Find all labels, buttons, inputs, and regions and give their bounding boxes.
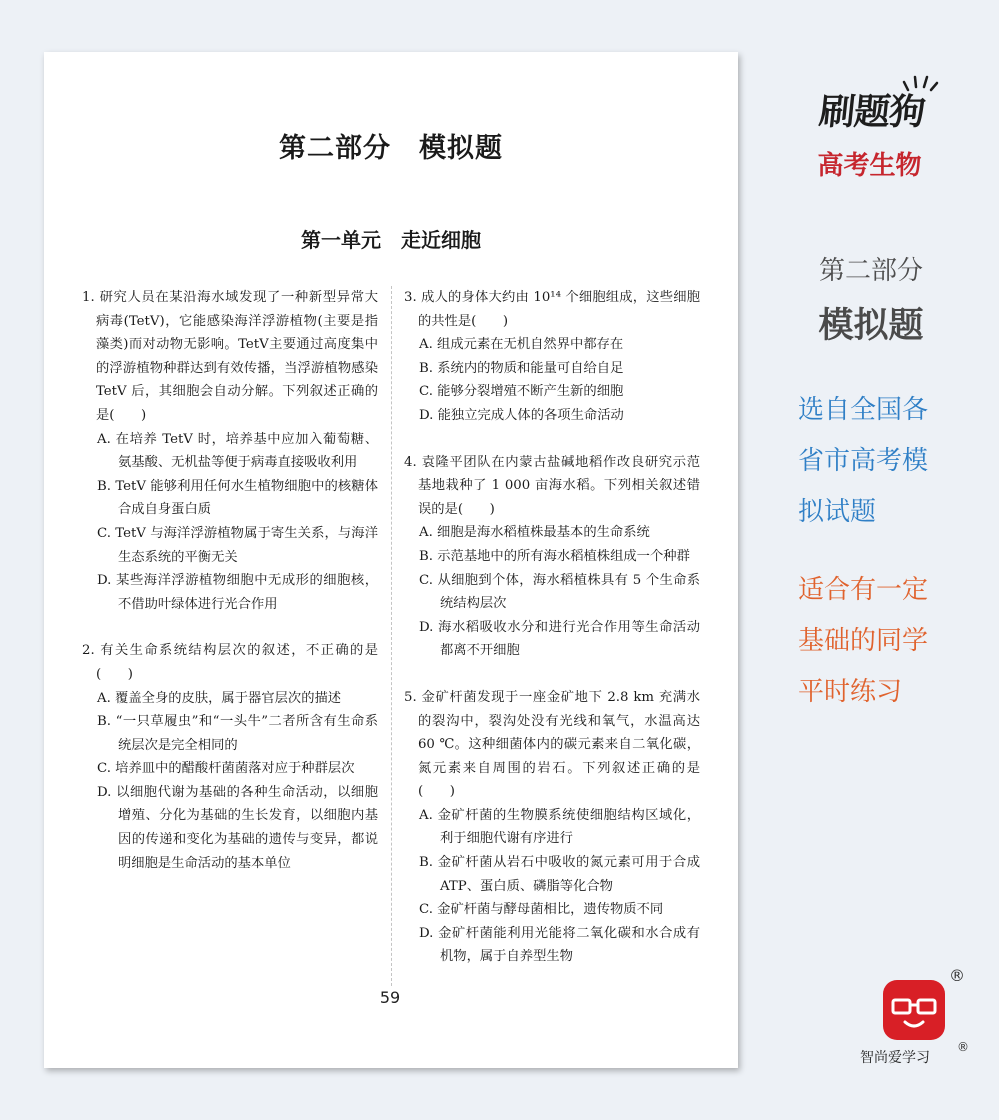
option-a: A. 组成元素在无机自然界中都存在 bbox=[419, 337, 624, 353]
subject-label: 高考生物 bbox=[817, 151, 922, 181]
question-stem: 2. 有关生命系统结构层次的叙述，不正确的是( ) bbox=[82, 643, 378, 682]
question-1 bbox=[82, 286, 378, 616]
tagline-line: 基础的同学 bbox=[798, 626, 929, 656]
page-number: 59 bbox=[379, 988, 401, 1007]
right-column bbox=[404, 286, 700, 992]
exam-page bbox=[44, 52, 738, 1068]
option-d: D. 海水稻吸收水分和进行光合作用等生命活动都离不开细胞 bbox=[419, 619, 700, 659]
option-b: B. 金矿杆菌从岩石中吸收的氮元素可用于合成 ATP、蛋白质、磷脂等化合物 bbox=[419, 855, 700, 894]
column-divider bbox=[391, 286, 392, 986]
question-stem: 3. 成人的身体大约由 10¹⁴ 个细胞组成，这些细胞的共性是( ) bbox=[404, 290, 700, 329]
option-b: B. “一只草履虫”和“一头牛”二者所含有生命系统层次是完全相同的 bbox=[97, 714, 378, 753]
tagline-line: 拟试题 bbox=[798, 497, 877, 527]
option-d: D. 金矿杆菌能利用光能将二氧化碳和水合成有机物，属于自养型生物 bbox=[419, 925, 700, 965]
part-type-label: 模拟题 bbox=[818, 306, 924, 346]
registered-mark: ® bbox=[949, 966, 965, 985]
question-4 bbox=[404, 451, 700, 663]
registered-mark: ® bbox=[957, 1040, 969, 1054]
part-title: 第二部分 模拟题 bbox=[279, 133, 503, 164]
unit-title: 第一单元 走近细胞 bbox=[301, 228, 481, 252]
tagline-line: 选自全国各 bbox=[798, 395, 929, 425]
question-2 bbox=[82, 639, 378, 875]
question-stem: 1. 研究人员在某沿海水域发现了一种新型异常大病毒(TetV)，它能感染海洋浮游植物(主要是指藻类)而对动物无影响。TetV主要通过高度集中的浮游植物种群达到有效传播，当浮游植物感染 TetV 后，其细胞会自动分解。下列叙述正确的是( ) bbox=[82, 290, 378, 423]
option-b: B. TetV 能够利用任何水生植物细胞中的核糖体合成自身蛋白质 bbox=[97, 478, 378, 518]
smiling-face-glasses-icon bbox=[883, 980, 945, 1040]
option-c: C. 金矿杆菌与酵母菌相比，遗传物质不同 bbox=[419, 902, 664, 918]
question-3 bbox=[404, 286, 700, 428]
option-c: C. TetV 与海洋浮游植物属于寄生关系，与海洋生态系统的平衡无关 bbox=[97, 525, 378, 565]
left-column bbox=[82, 286, 378, 898]
logo-text: 刷题狗 bbox=[817, 92, 927, 133]
brand-logo bbox=[792, 72, 952, 132]
audience-tagline bbox=[798, 565, 988, 718]
option-b: B. 系统内的物质和能量可自给自足 bbox=[419, 360, 624, 376]
question-5 bbox=[404, 686, 700, 969]
option-a: A. 细胞是海水稻植株最基本的生命系统 bbox=[419, 525, 650, 541]
option-a: A. 在培养 TetV 时，培养基中应加入葡萄糖、氨基酸、无机盐等便于病毒直接吸收利用 bbox=[97, 431, 378, 471]
option-b: B. 示范基地中的所有海水稻植株组成一个种群 bbox=[419, 548, 690, 564]
tagline-line: 适合有一定 bbox=[798, 575, 929, 605]
option-a: A. 覆盖全身的皮肤，属于器官层次的描述 bbox=[97, 690, 342, 706]
option-a: A. 金矿杆菌的生物膜系统使细胞结构区域化，利于细胞代谢有序进行 bbox=[419, 807, 700, 847]
option-d: D. 能独立完成人体的各项生命活动 bbox=[419, 407, 624, 423]
option-d: D. 以细胞代谢为基础的各种生命活动，以细胞增殖、分化为基础的生长发育，以细胞内基因的传递和变化为基础的遗传与变异，都说明细胞是生命活动的基本单位 bbox=[97, 784, 378, 871]
option-d: D. 某些海洋浮游植物细胞中无成形的细胞核，不借助叶绿体进行光合作用 bbox=[97, 573, 378, 612]
source-tagline bbox=[798, 385, 988, 538]
option-c: C. 培养皿中的醋酸杆菌菌落对应于种群层次 bbox=[97, 761, 355, 777]
question-stem: 5. 金矿杆菌发现于一座金矿地下 2.8 km 充满水的裂沟中，裂沟处没有光线和氧气，水温高达 60 ℃。这种细菌体内的碳元素来自二氧化碳，氮元素来自周围的岩石。下列叙述正确的是( ) bbox=[404, 689, 700, 800]
part-label: 第二部分 bbox=[818, 256, 923, 286]
question-stem: 4. 袁隆平团队在内蒙古盐碱地稻作改良研究示范基地栽种了 1 000 亩海水稻。下列相关叙述错误的是( ) bbox=[404, 454, 700, 517]
option-c: C. 能够分裂增殖不断产生新的细胞 bbox=[419, 384, 624, 400]
option-c: C. 从细胞到个体，海水稻植株具有 5 个生命系统结构层次 bbox=[419, 572, 700, 612]
tagline-line: 省市高考模 bbox=[798, 446, 929, 476]
promo-sidebar bbox=[740, 0, 999, 1120]
tagline-line: 平时练习 bbox=[798, 677, 903, 707]
brand-name: 智尚爱学习 bbox=[860, 1050, 930, 1066]
